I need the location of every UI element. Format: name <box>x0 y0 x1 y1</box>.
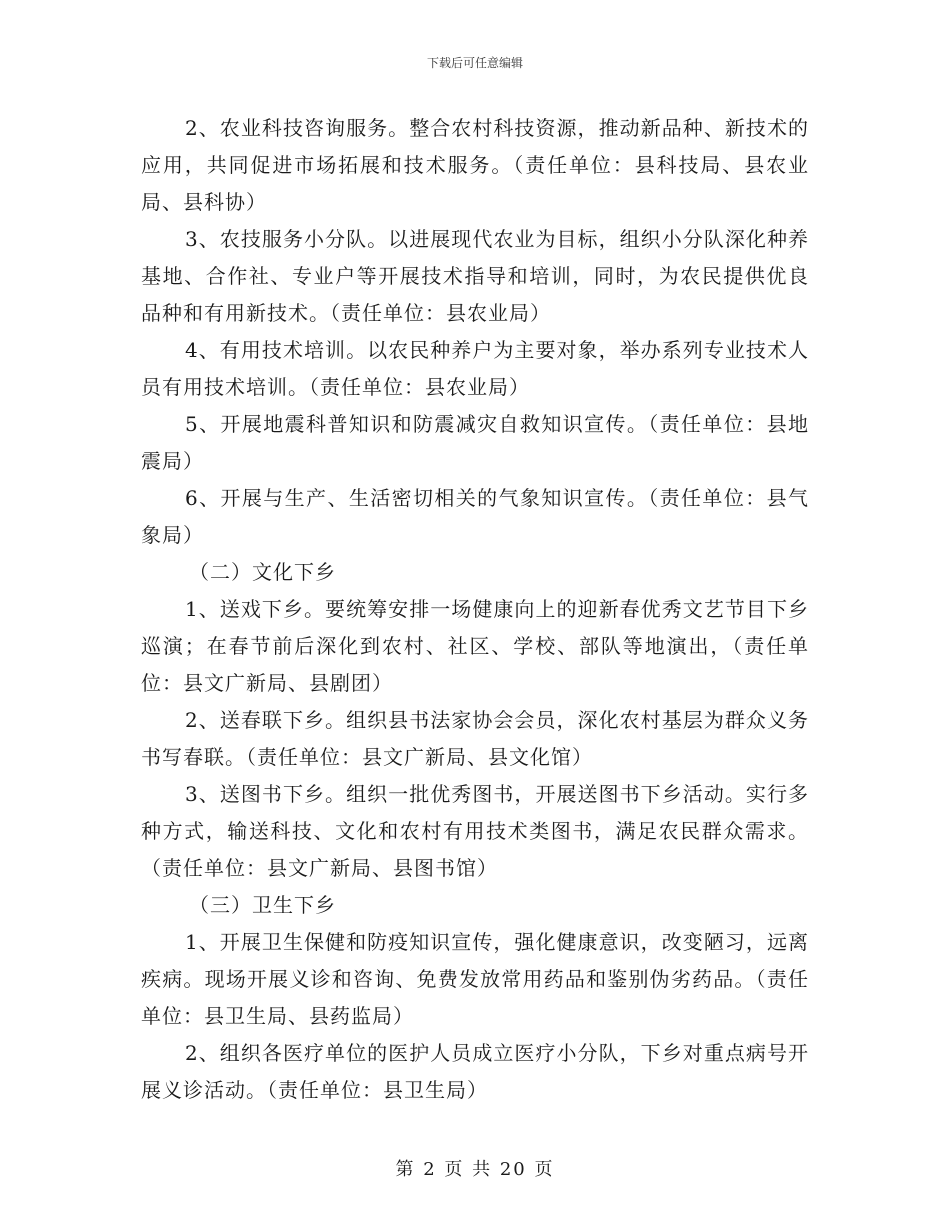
paragraph-books-to-village: 3、送图书下乡。组织一批优秀图书，开展送图书下乡活动。实行多种方式，输送科技、文化和农村有用技术类图书，满足农民群众需求。（责任单位：县文广新局、县图书馆） <box>141 782 809 880</box>
paragraph-practical-training: 4、有用技术培训。以农民种养户为主要对象，举办系列专业技术人员有用技术培训。（责任单位：县农业局） <box>141 338 809 399</box>
paragraph-opera-to-village: 1、送戏下乡。要统筹安排一场健康向上的迎新春优秀文艺节目下乡巡演；在春节前后深化到农村、社区、学校、部队等地演出，（责任单位：县文广新局、县剧团） <box>141 597 809 695</box>
paragraph-agri-service-team: 3、农技服务小分队。以进展现代农业为目标，组织小分队深化种养基地、合作社、专业户等开展技术指导和培训，同时，为农民提供优良品种和有用新技术。（责任单位：县农业局） <box>141 227 809 325</box>
page-header-note: 下载后可任意编辑 <box>426 56 523 70</box>
paragraph-weather-knowledge: 6、开展与生产、生活密切相关的气象知识宣传。（责任单位：县气象局） <box>141 486 809 547</box>
paragraph-agri-tech-consulting: 2、农业科技咨询服务。整合农村科技资源，推动新品种、新技术的应用，共同促进市场拓展和技术服务。（责任单位：县科技局、县农业局、县科协） <box>141 116 809 214</box>
section-heading-health: （三）卫生下乡 <box>189 893 336 917</box>
page-number-footer: 第 2 页 共 20 页 <box>395 1159 555 1180</box>
paragraph-couplets-to-village: 2、送春联下乡。组织县书法家协会会员，深化农村基层为群众义务书写春联。（责任单位：县文广新局、县文化馆） <box>141 708 809 769</box>
paragraph-health-education: 1、开展卫生保健和防疫知识宣传，强化健康意识，改变陋习，远离疾病。现场开展义诊和咨询、免费发放常用药品和鉴别伪劣药品。（责任单位：县卫生局、县药监局） <box>141 930 809 1028</box>
document-body <box>141 110 809 1109</box>
paragraph-earthquake-knowledge: 5、开展地震科普知识和防震减灾自救知识宣传。（责任单位：县地震局） <box>141 412 809 473</box>
paragraph-medical-team: 2、组织各医疗单位的医护人员成立医疗小分队，下乡对重点病号开展义诊活动。（责任单位：县卫生局） <box>141 1041 809 1102</box>
section-heading-culture: （二）文化下乡 <box>189 560 336 584</box>
